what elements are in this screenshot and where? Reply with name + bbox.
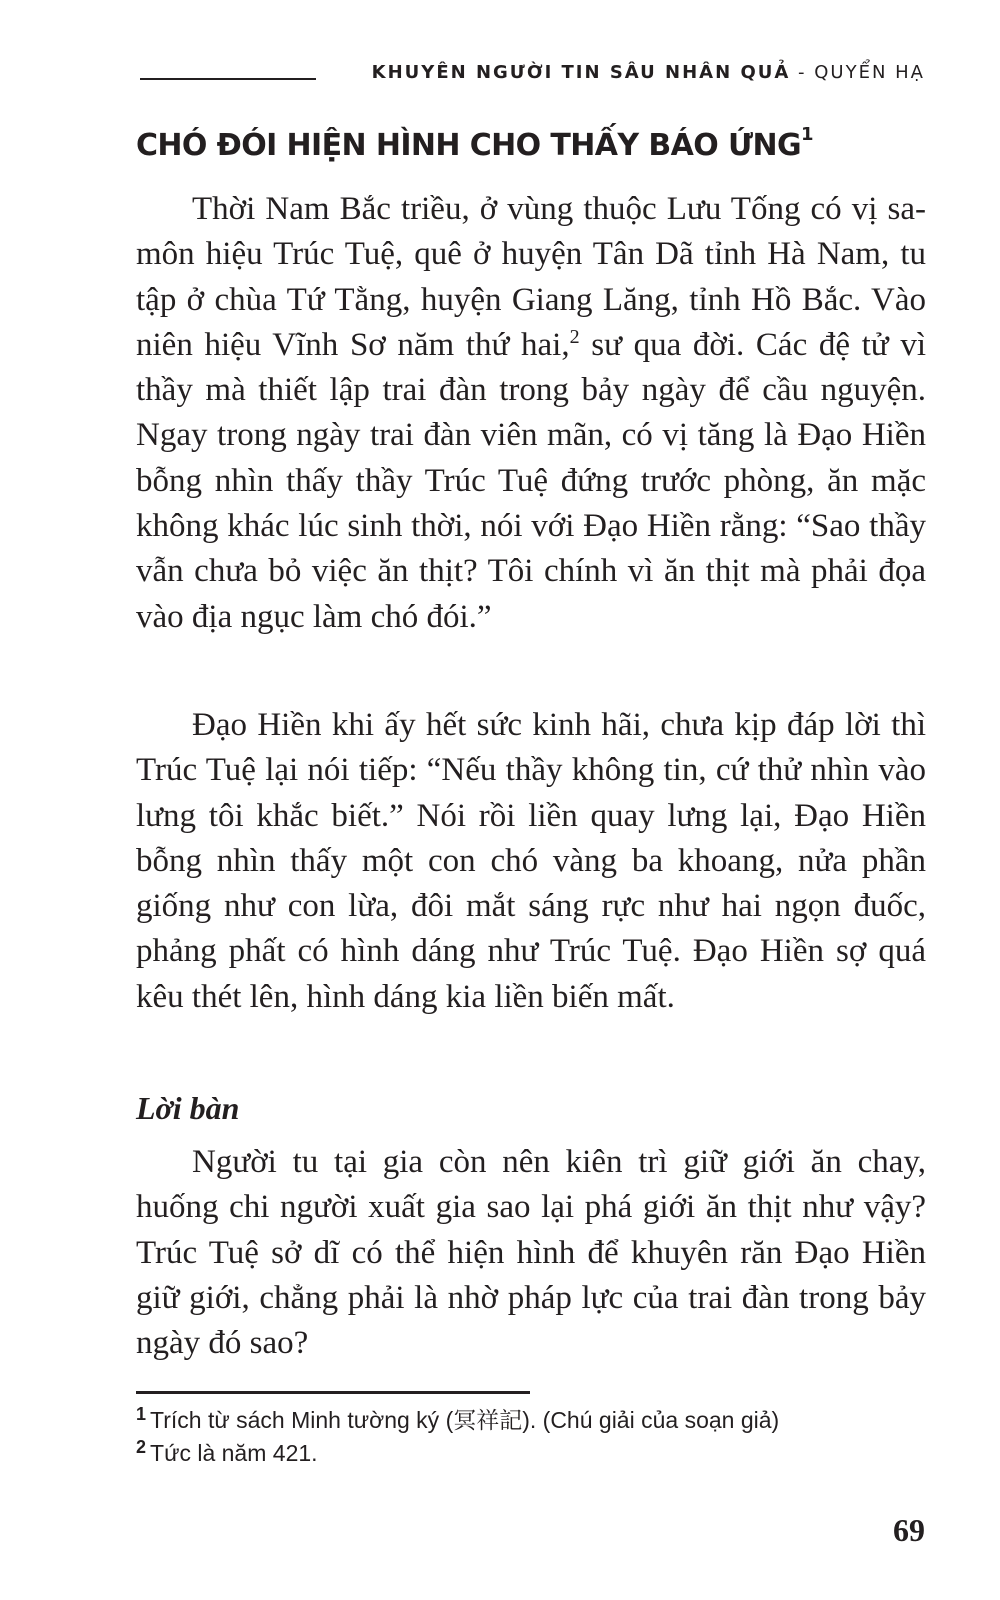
footnote-2-number: 2	[136, 1437, 147, 1457]
footnote-2	[136, 1437, 318, 1467]
story-paragraph-1-part2: sư qua đời. Các đệ tử vì thầy mà thiết lập trai đàn trong bảy ngày để cầu nguyện. Ngay trong ngày trai đàn viên mãn, có vị tăng là Đạo Hiền bỗng nhìn thấy thầy Trúc Tuệ đứng trước phòng, ăn mặc không khác lúc sinh thời, nói với Đạo Hiền rằng: “Sao thầy vẫn chưa bỏ việc ăn thịt? Tôi chính vì ăn thịt mà phải đọa vào địa ngục làm chó đói.”	[136, 326, 926, 635]
story-paragraph-1-part1: Thời Nam Bắc triều, ở vùng thuộc Lưu Tống có vị sa-môn hiệu Trúc Tuệ, quê ở huyện Tân Dã tỉnh Hà Nam, tu tập ở chùa Tứ Tằng, huyện Giang Lăng, tỉnh Hồ Bắc. Vào niên hiệu Vĩnh Sơ năm thứ hai,	[136, 191, 926, 363]
page-number: 69	[893, 1512, 925, 1548]
commentary-paragraph	[136, 1140, 926, 1366]
book-title: KHUYÊN NGƯỜI TIN SÂU NHÂN QUẢ	[371, 62, 791, 83]
footnote-ref-1: 1	[801, 124, 813, 145]
story-paragraph-1	[136, 187, 926, 640]
commentary-paragraph-text: Người tu tại gia còn nên kiên trì giữ giới ăn chay, huống chi người xuất gia sao lại phá giới ăn thịt như vậy? Trúc Tuệ sở dĩ có thể hiện hình để khuyên răn Đạo Hiền giữ giới, chẳng phải là nhờ pháp lực của trai đàn trong bảy ngày đó sao?	[136, 1144, 926, 1362]
footnote-ref-2: 2	[569, 325, 580, 348]
footnote-1-text: Trích từ sách Minh tường ký (冥祥記). (Chú giải của soạn giả)	[150, 1407, 780, 1433]
running-header	[372, 62, 925, 83]
story-title-text: CHÓ ĐÓI HIỆN HÌNH CHO THẤY BÁO ỨNG	[136, 128, 802, 163]
footnote-1-number: 1	[136, 1404, 147, 1424]
header-separator: -	[790, 62, 815, 83]
story-paragraph-2-text: Đạo Hiền khi ấy hết sức kinh hãi, chưa kịp đáp lời thì Trúc Tuệ lại nói tiếp: “Nếu thầy không tin, cứ thử nhìn vào lưng tôi khắc biết.” Nói rồi liền quay lưng lại, Đạo Hiền bỗng nhìn thấy một con chó vàng ba khoang, nửa phần giống như con lừa, đôi mắt sáng rực như hai ngọn đuốc, phảng phất có hình dáng như Trúc Tuệ. Đạo Hiền sợ quá kêu thét lên, hình dáng kia liền biến mất.	[136, 707, 926, 1015]
story-title	[136, 124, 813, 163]
volume-label: QUYỂN HẠ	[814, 62, 925, 83]
footnote-1	[136, 1402, 779, 1435]
story-paragraph-2	[136, 703, 926, 1020]
footnote-2-text: Tức là năm 421.	[150, 1440, 318, 1466]
header-rule	[140, 78, 316, 80]
commentary-heading: Lời bàn	[136, 1090, 240, 1126]
footnote-rule	[136, 1391, 530, 1394]
